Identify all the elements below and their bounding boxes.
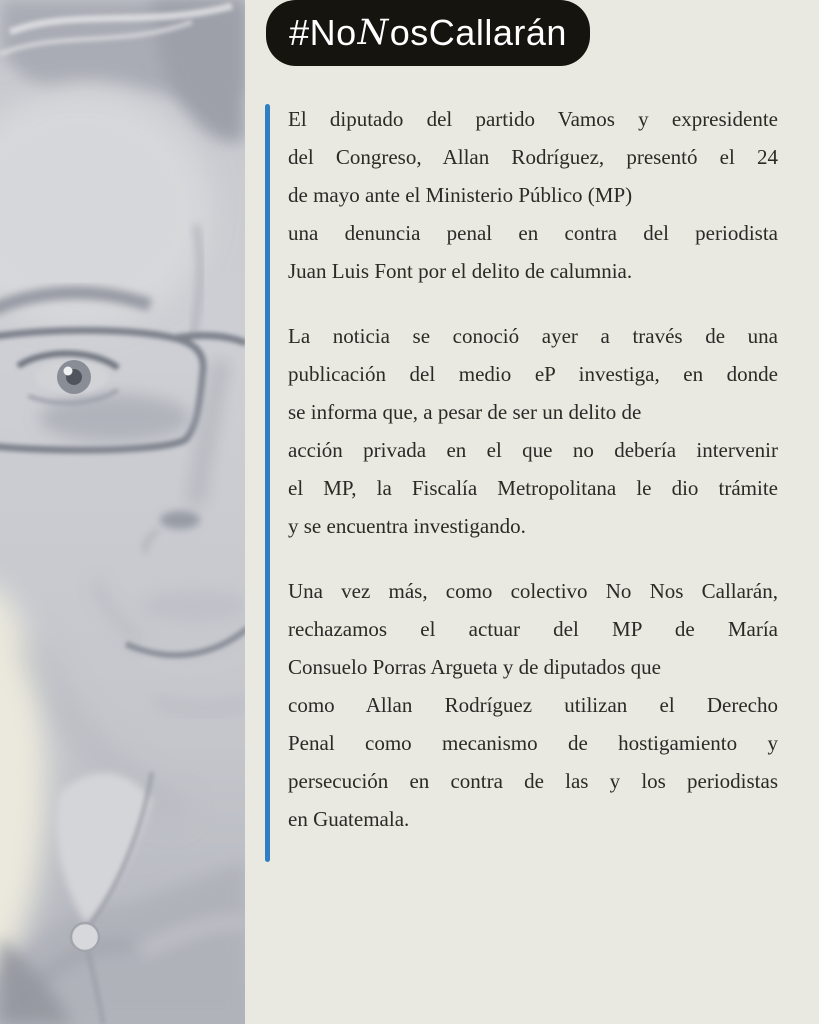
paragraph [288,100,778,290]
text-line: El diputado del partido Vamos y expresidente [288,107,778,131]
text-line: se informa que, a pesar de ser un delito de [288,400,642,424]
text-line: el MP, la Fiscalía Metropolitana le dio trámite [288,476,778,500]
article-text [288,100,778,865]
text-line: una denuncia penal en contra del periodista [288,221,778,245]
hashtag-badge [266,0,590,66]
paragraph [288,317,778,545]
text-line: Una vez más, como colectivo No Nos Callarán, [288,579,778,603]
badge-text-italic-n: N [357,13,389,53]
portrait-svg [0,0,245,1024]
text-line: La noticia se conoció ayer a través de una [288,324,778,348]
text-line: Consuelo Porras Argueta y de diputados que [288,655,661,679]
text-line: publicación del medio eP investiga, en donde [288,362,778,386]
paragraph [288,572,778,838]
text-line: de mayo ante el Ministerio Público (MP) [288,183,633,207]
text-line: en Guatemala. [288,807,410,831]
text-line: y se encuentra investigando. [288,514,526,538]
text-line: rechazamos el actuar del MP de María [288,617,778,641]
text-line: como Allan Rodríguez utilizan el Derecho [288,693,778,717]
text-line: del Congreso, Allan Rodríguez, presentó el 24 [288,145,778,169]
accent-bar [265,104,270,862]
text-line: persecución en contra de las y los periodistas [288,769,778,793]
text-line: Penal como mecanismo de hostigamiento y [288,731,778,755]
portrait-photo [0,0,245,1024]
badge-text-prefix: #No [289,12,357,53]
text-line: acción privada en el que no debería intervenir [288,438,778,462]
badge-text-suffix: osCallarán [389,12,567,53]
text-line: Juan Luis Font por el delito de calumnia. [288,259,633,283]
shirt-button [71,923,99,951]
